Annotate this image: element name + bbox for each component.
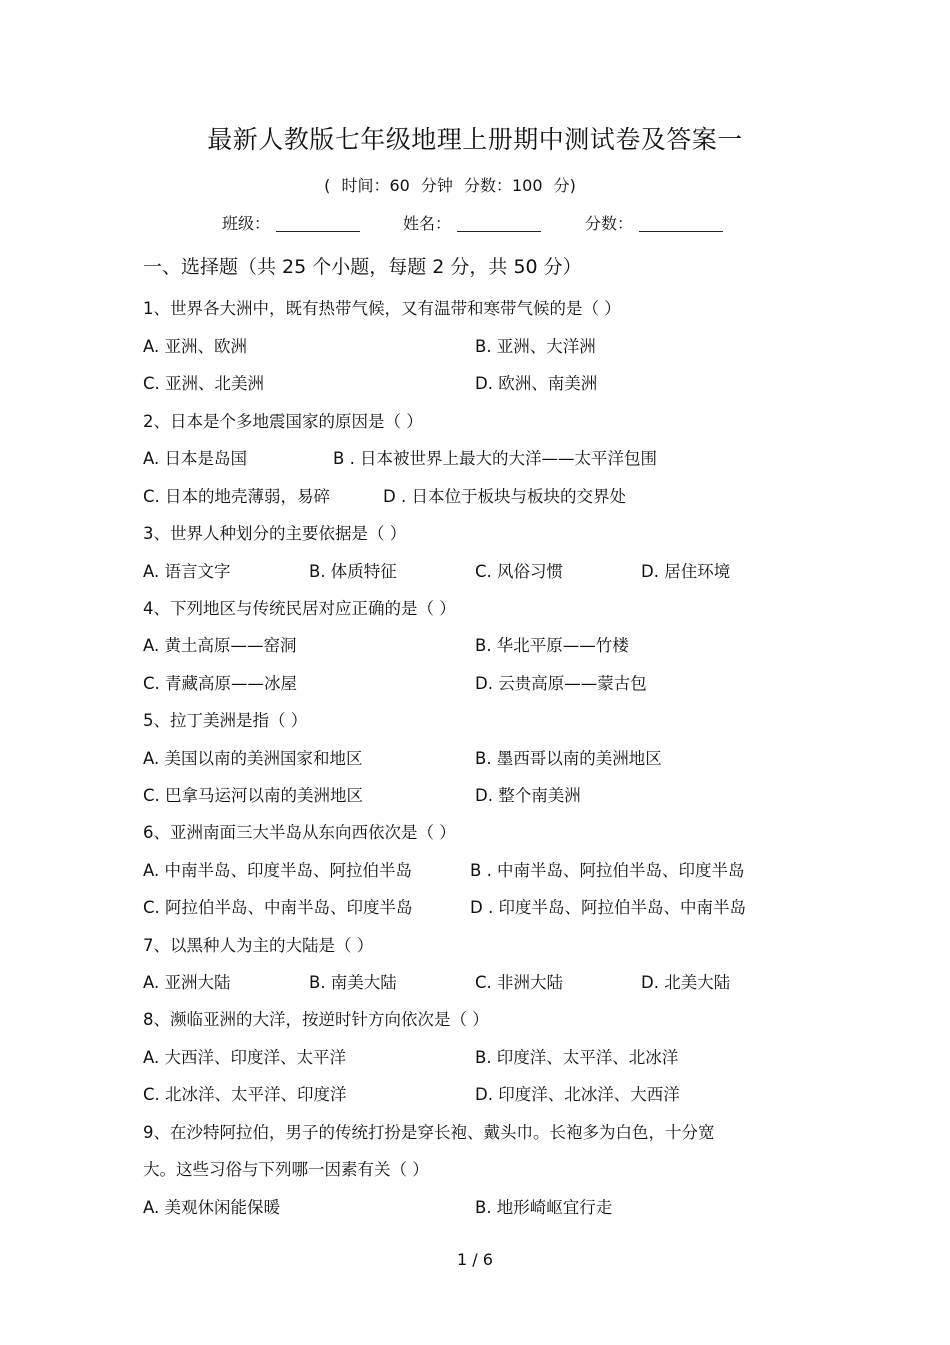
q3-option-d: D. 居住环境	[641, 562, 731, 581]
class-blank	[276, 213, 360, 232]
page-title: 最新人教版七年级地理上册期中测试卷及答案一	[207, 125, 743, 154]
q6-option-b: B . 中南半岛、阿拉伯半岛、印度半岛	[470, 861, 745, 880]
q6-option-d: D . 印度半岛、阿拉伯半岛、中南半岛	[470, 898, 746, 917]
q7-option-c: C. 非洲大陆	[475, 973, 564, 992]
question-4: 4、下列地区与传统民居对应正确的是（ ）	[143, 599, 456, 618]
question-6: 6、亚洲南面三大半岛从东向西依次是（ ）	[143, 823, 456, 842]
q9-option-a: A. 美观休闲能保暖	[143, 1198, 280, 1217]
q9-option-b: B. 地形崎岖宜行走	[475, 1198, 613, 1217]
q7-option-b: B. 南美大陆	[309, 973, 397, 992]
exam-info: ( 时间：60 分钟 分数：100 分)	[324, 176, 576, 195]
q3-option-a: A. 语言文字	[143, 562, 231, 581]
q4-option-c: C. 青藏高原——冰屋	[143, 674, 298, 693]
question-9: 9、在沙特阿拉伯，男子的传统打扮是穿长袍、戴头巾。长袍多为白色，十分宽	[143, 1123, 715, 1142]
q5-option-d: D. 整个南美洲	[475, 786, 581, 805]
q2-option-a: A. 日本是岛国	[143, 449, 247, 468]
q4-option-a: A. 黄土高原——窑洞	[143, 636, 297, 655]
name-blank	[457, 213, 541, 232]
q4-option-d: D. 云贵高原——蒙古包	[475, 674, 647, 693]
question-3: 3、世界人种划分的主要依据是（ ）	[143, 524, 407, 543]
q2-option-d: D . 日本位于板块与板块的交界处	[383, 487, 626, 506]
q2-option-c: C. 日本的地壳薄弱，易碎	[143, 487, 331, 506]
q1-option-d: D. 欧洲、南美洲	[475, 374, 598, 393]
q5-option-c: C. 巴拿马运河以南的美洲地区	[143, 786, 364, 805]
page-number: 1 / 6	[457, 1250, 493, 1269]
question-2: 2、日本是个多地震国家的原因是（ ）	[143, 412, 423, 431]
section-heading: 一、选择题（共 25 个小题，每题 2 分，共 50 分）	[143, 256, 582, 278]
q6-option-a: A. 中南半岛、印度半岛、阿拉伯半岛	[143, 861, 412, 880]
class-field	[222, 211, 360, 234]
q3-option-c: C. 风俗习惯	[475, 562, 564, 581]
q5-option-b: B. 墨西哥以南的美洲地区	[475, 749, 662, 768]
q1-option-a: A. 亚洲、欧洲	[143, 337, 247, 356]
q2-option-b: B . 日本被世界上最大的大洋——太平洋包围	[333, 449, 658, 468]
question-1: 1、世界各大洲中，既有热带气候，又有温带和寒带气候的是（ ）	[143, 299, 621, 318]
q8-option-c: C. 北冰洋、太平洋、印度洋	[143, 1085, 347, 1104]
q7-option-d: D. 北美大陆	[641, 973, 731, 992]
q1-option-b: B. 亚洲、大洋洲	[475, 337, 596, 356]
q4-option-b: B. 华北平原——竹楼	[475, 636, 629, 655]
q6-option-c: C. 阿拉伯半岛、中南半岛、印度半岛	[143, 898, 413, 917]
q7-option-a: A. 亚洲大陆	[143, 973, 231, 992]
name-field	[403, 211, 541, 234]
question-5: 5、拉丁美洲是指（ ）	[143, 711, 308, 730]
score-blank	[639, 213, 723, 232]
question-9-continued: 大。这些习俗与下列哪一因素有关（ ）	[143, 1160, 429, 1179]
student-info-row	[0, 211, 950, 237]
q5-option-a: A. 美国以南的美洲国家和地区	[143, 749, 363, 768]
q3-option-b: B. 体质特征	[309, 562, 397, 581]
q1-option-c: C. 亚洲、北美洲	[143, 374, 265, 393]
q8-option-b: B. 印度洋、太平洋、北冰洋	[475, 1048, 679, 1067]
q8-option-d: D. 印度洋、北冰洋、大西洋	[475, 1085, 680, 1104]
q8-option-a: A. 大西洋、印度洋、太平洋	[143, 1048, 346, 1067]
question-8: 8、濒临亚洲的大洋，按逆时针方向依次是（ ）	[143, 1010, 489, 1029]
class-label: 班级：	[222, 214, 271, 233]
score-field	[585, 211, 723, 234]
question-7: 7、以黑种人为主的大陆是（ ）	[143, 936, 374, 955]
score-label: 分数：	[585, 214, 634, 233]
name-label: 姓名：	[403, 214, 452, 233]
